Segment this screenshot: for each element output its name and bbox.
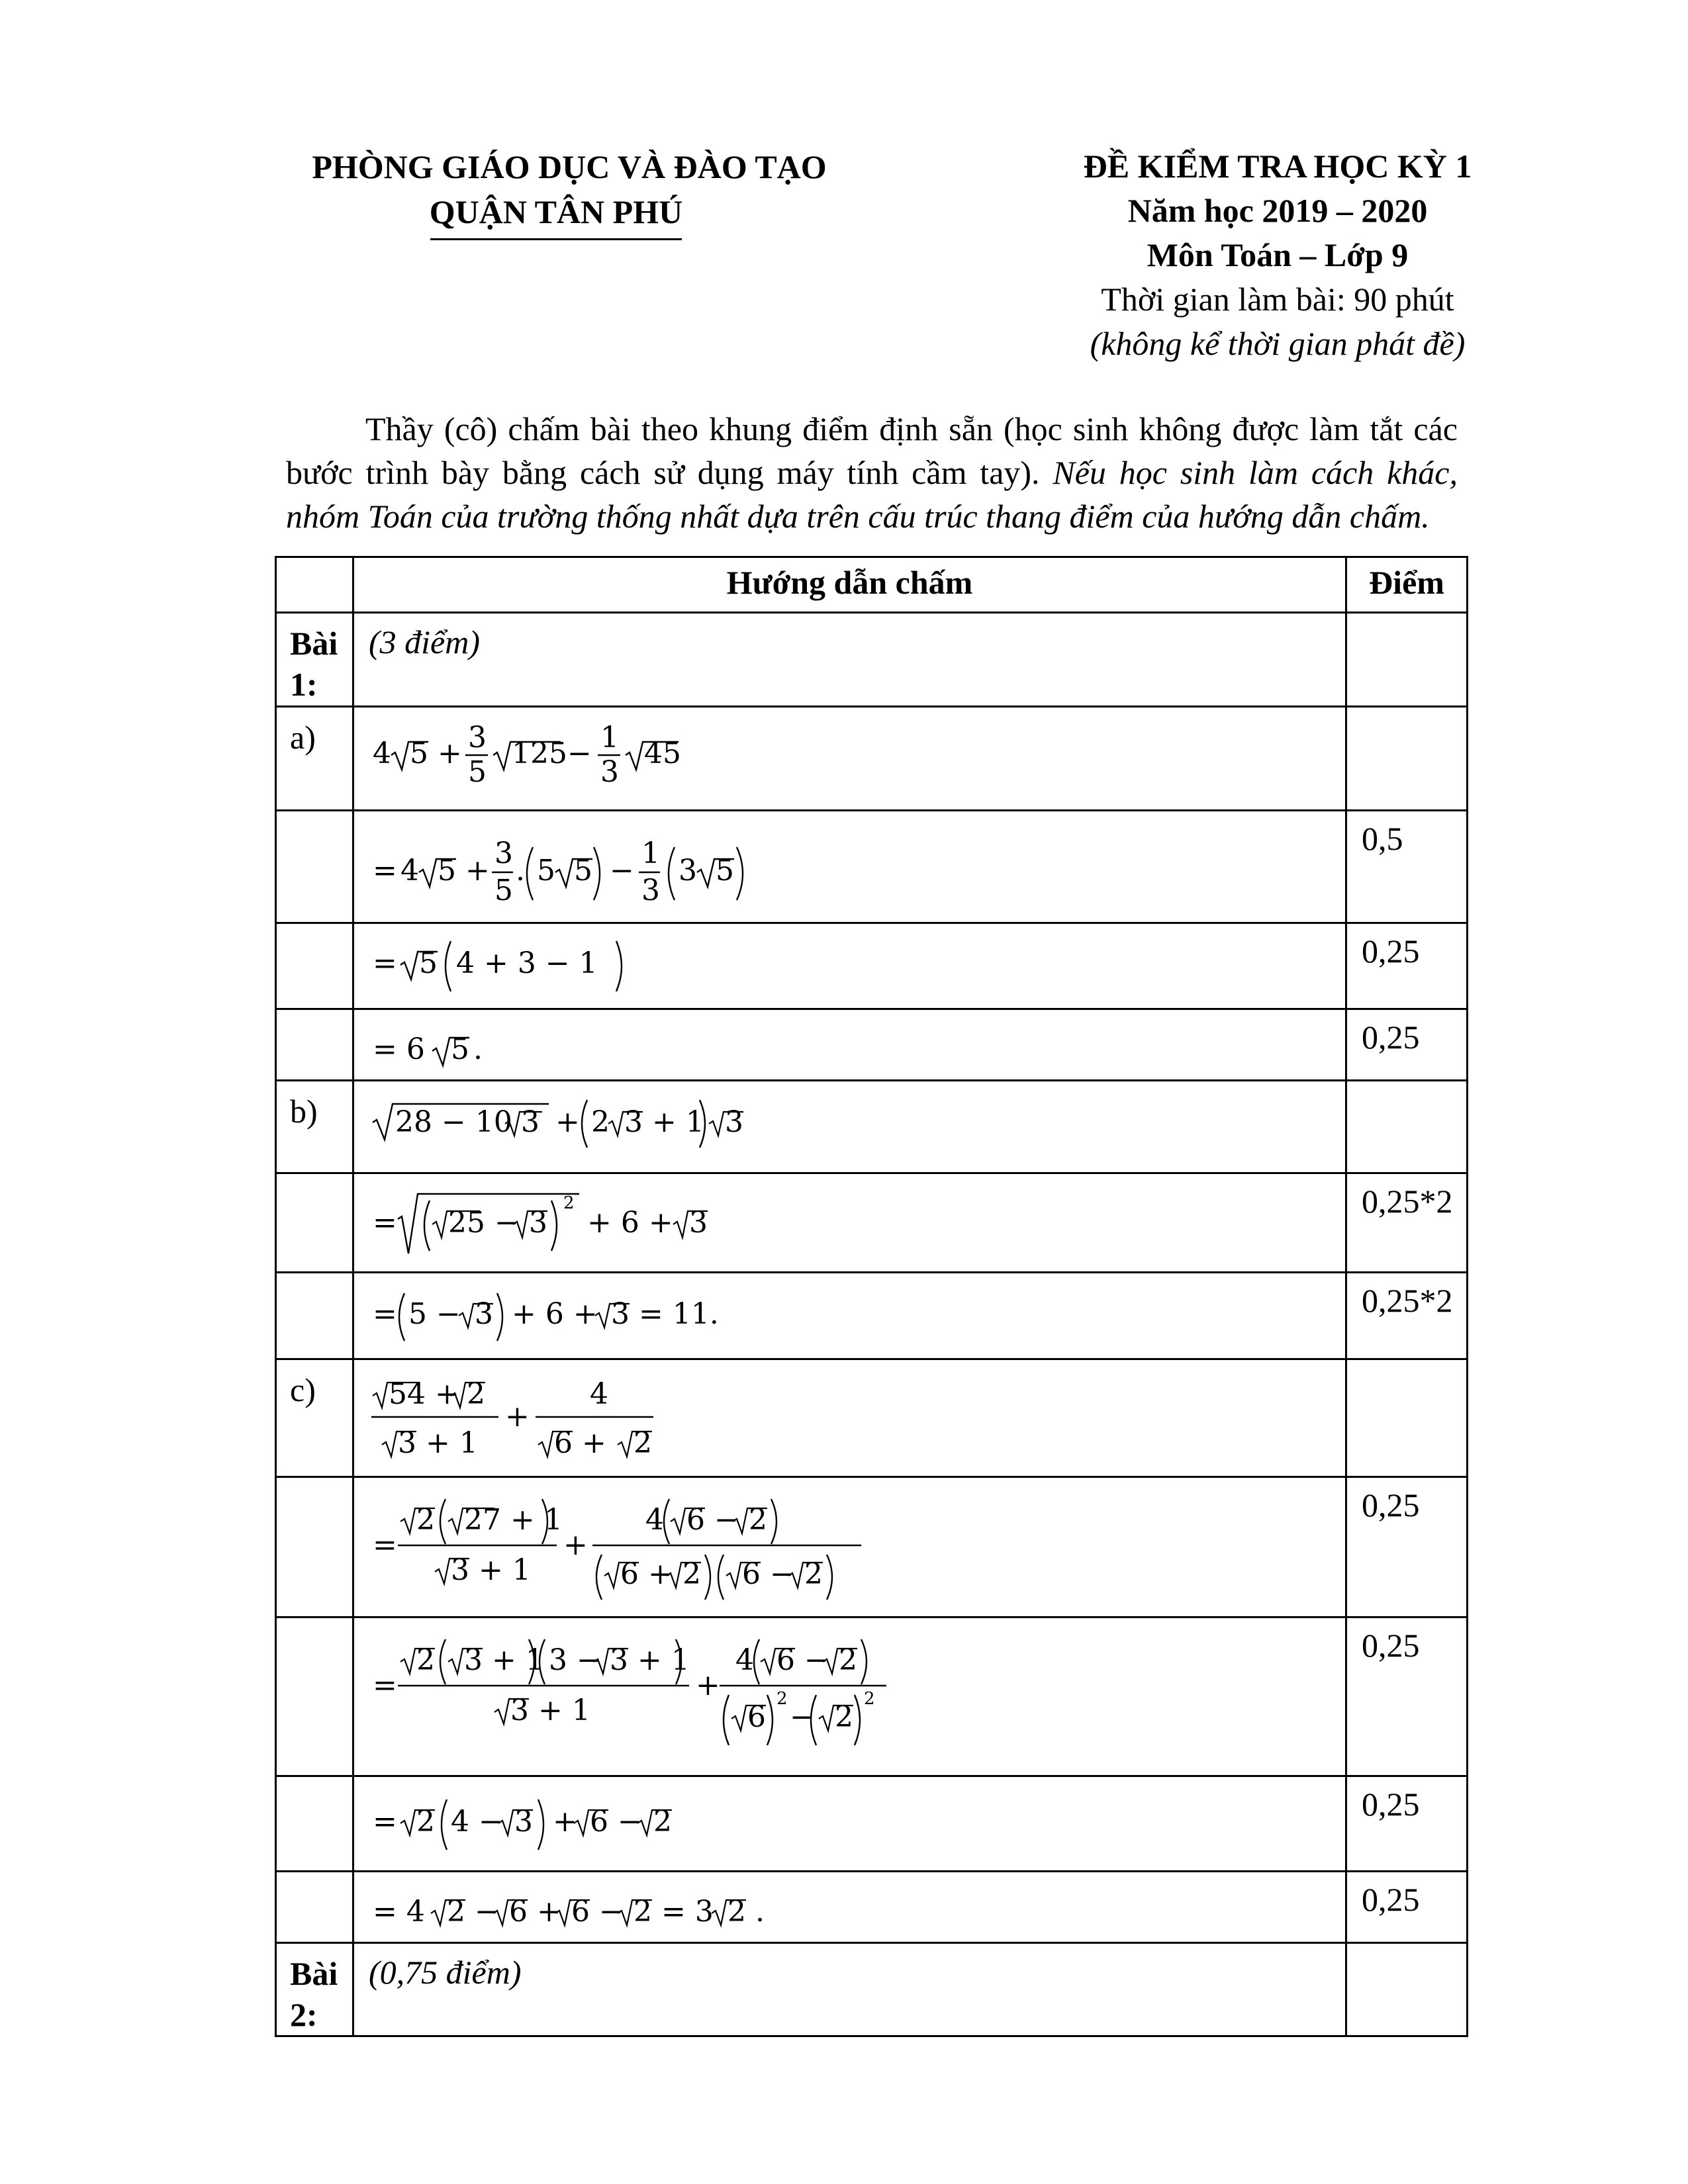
formula-c4	[353, 1872, 1346, 1943]
svg-text:3 + 1: 3 + 1	[610, 1643, 690, 1677]
svg-text:3 = 11.: 3 = 11.	[611, 1297, 719, 1331]
svg-text:−: −	[790, 1700, 814, 1734]
svg-text:+: +	[438, 737, 462, 770]
svg-text:.: .	[516, 854, 525, 887]
exam-title: ĐỀ KIỂM TRA HỌC KỲ 1	[1083, 148, 1472, 185]
svg-text:6 +: 6 +	[620, 1557, 673, 1591]
svg-text:=: =	[373, 1805, 397, 1839]
svg-text:3: 3	[529, 1206, 547, 1240]
svg-text:2 = 3: 2 = 3	[633, 1895, 714, 1929]
svg-text:+: +	[465, 854, 490, 887]
svg-text:=: =	[373, 1528, 397, 1562]
svg-text:3: 3	[494, 837, 513, 870]
points-cell	[1346, 1081, 1468, 1173]
part-b-label: b)	[276, 1081, 353, 1173]
points-cell	[1346, 1943, 1468, 2036]
label-cell	[276, 1173, 353, 1273]
part-a-label: a)	[276, 707, 353, 811]
svg-text:4 −: 4 −	[451, 1805, 503, 1839]
table-row	[276, 613, 1468, 707]
formula-c1	[353, 1477, 1346, 1617]
svg-text:2: 2	[839, 1643, 857, 1677]
svg-text:= 6: = 6	[373, 1032, 425, 1066]
svg-text:=: =	[373, 1668, 397, 1702]
math-expression	[369, 1486, 1345, 1605]
svg-text:+: +	[553, 1805, 577, 1839]
svg-text:+: +	[563, 1528, 588, 1562]
grading-instructions	[286, 407, 1458, 538]
svg-text:6 +: 6 +	[509, 1895, 561, 1929]
svg-text:−: −	[567, 737, 592, 770]
svg-text:6 −: 6 −	[776, 1643, 829, 1677]
exam-header	[1039, 144, 1516, 366]
svg-text:2: 2	[563, 1193, 575, 1213]
math-expression	[369, 1368, 1345, 1467]
label-cell	[276, 1617, 353, 1776]
problem-1-label: Bài 1:	[276, 613, 353, 707]
header-underline	[430, 238, 682, 240]
svg-text:28 − 10: 28 − 10	[395, 1105, 512, 1139]
svg-text:3 + 1: 3 + 1	[510, 1694, 590, 1727]
part-c-label: c)	[276, 1359, 353, 1477]
svg-text:1: 1	[600, 721, 619, 754]
points-b1: 0,25*2	[1346, 1173, 1468, 1273]
table-row	[276, 1009, 1468, 1081]
formula-c0	[353, 1359, 1346, 1477]
svg-text:2: 2	[416, 1643, 435, 1677]
table-row	[276, 811, 1468, 923]
svg-text:6 −: 6 −	[686, 1503, 739, 1537]
label-cell	[276, 811, 353, 923]
math-expression	[369, 1785, 1345, 1858]
points-b2: 0,25*2	[1346, 1273, 1468, 1359]
svg-text:+: +	[505, 1400, 530, 1433]
svg-text:5: 5	[716, 854, 734, 887]
svg-text:4: 4	[735, 1643, 754, 1677]
svg-text:=: =	[373, 1206, 397, 1240]
exam-duration: Thời gian làm bài: 90 phút	[1101, 281, 1454, 318]
svg-text:+: +	[555, 1105, 580, 1139]
points-a2: 0,25	[1346, 923, 1468, 1009]
svg-text:5: 5	[438, 854, 456, 887]
svg-text:6 +: 6 +	[554, 1426, 606, 1460]
points-a3: 0,25	[1346, 1009, 1468, 1081]
table-row	[276, 1943, 1468, 2036]
formula-a0	[353, 707, 1346, 811]
svg-text:4: 4	[400, 854, 419, 887]
svg-text:2: 2	[591, 1105, 610, 1139]
grading-table	[275, 556, 1468, 2037]
table-row	[276, 707, 1468, 811]
svg-text:3: 3	[689, 1206, 708, 1240]
svg-text:3: 3	[641, 874, 660, 907]
table-row	[276, 1617, 1468, 1776]
points-c4: 0,25	[1346, 1872, 1468, 1943]
svg-text:3 + 1: 3 + 1	[398, 1426, 478, 1460]
svg-text:5: 5	[410, 737, 428, 770]
svg-text:5 −: 5 −	[408, 1297, 461, 1331]
svg-text:2: 2	[416, 1805, 435, 1839]
table-row	[276, 1776, 1468, 1872]
svg-text:2: 2	[804, 1557, 823, 1591]
svg-text:2: 2	[633, 1426, 652, 1460]
svg-text:4: 4	[645, 1503, 664, 1537]
svg-text:5: 5	[574, 854, 592, 887]
points-cell	[1346, 1359, 1468, 1477]
math-expression	[369, 1182, 1345, 1261]
table-row	[276, 1273, 1468, 1359]
math-expression	[369, 1281, 1345, 1347]
department-header	[291, 144, 847, 240]
math-expression	[369, 932, 1345, 998]
math-expression	[369, 1880, 1345, 1940]
svg-text:6: 6	[747, 1700, 766, 1734]
svg-text:2: 2	[835, 1700, 853, 1734]
svg-text:6 −: 6 −	[590, 1805, 642, 1839]
svg-text:4: 4	[590, 1377, 608, 1411]
svg-text:+ 6 +: + 6 +	[512, 1297, 598, 1331]
svg-text:1: 1	[641, 837, 660, 870]
svg-text:.: .	[473, 1032, 483, 1066]
svg-text:= 4: = 4	[373, 1895, 425, 1929]
formula-c3	[353, 1776, 1346, 1872]
table-row	[276, 1081, 1468, 1173]
svg-text:2: 2	[776, 1689, 788, 1709]
svg-text:−: −	[610, 854, 634, 887]
label-cell	[276, 1273, 353, 1359]
problem-2-label: Bài 2:	[276, 1943, 353, 2036]
svg-text:5: 5	[537, 854, 555, 887]
svg-text:3: 3	[679, 854, 697, 887]
svg-text:2 .: 2 .	[727, 1895, 765, 1929]
points-c2: 0,25	[1346, 1617, 1468, 1776]
problem-2-points-note: (0,75 điểm)	[353, 1943, 1346, 2036]
label-cell	[276, 1009, 353, 1081]
svg-text:=: =	[373, 946, 397, 980]
formula-a3	[353, 1009, 1346, 1081]
svg-text:3: 3	[600, 755, 619, 788]
svg-text:2: 2	[864, 1689, 875, 1709]
svg-text:3: 3	[514, 1805, 533, 1839]
problem-1-points-note: (3 điểm)	[353, 613, 1346, 707]
svg-text:5: 5	[419, 946, 438, 980]
formula-a1	[353, 811, 1346, 923]
svg-text:=: =	[373, 1297, 397, 1331]
svg-text:3 + 1: 3 + 1	[464, 1643, 544, 1677]
instructions-note: Nếu học sinh làm cách khác, nhóm Toán của trường thống nhất dựa trên cấu trúc thang điểm của hướng dẫn chấm.	[286, 454, 1458, 535]
label-cell	[276, 1872, 353, 1943]
table-row	[276, 923, 1468, 1009]
svg-text:5: 5	[494, 874, 513, 907]
svg-text:2 −: 2 −	[447, 1895, 499, 1929]
svg-text:4: 4	[373, 737, 391, 770]
formula-b0	[353, 1081, 1346, 1173]
svg-text:27 + 1: 27 + 1	[464, 1503, 563, 1537]
svg-text:25 −: 25 −	[448, 1206, 519, 1240]
label-cell	[276, 1776, 353, 1872]
svg-text:6 −: 6 −	[571, 1895, 624, 1929]
svg-text:4 + 3 − 1: 4 + 3 − 1	[456, 946, 598, 980]
points-cell	[1346, 613, 1468, 707]
svg-text:3 + 1: 3 + 1	[624, 1105, 704, 1139]
table-row	[276, 1477, 1468, 1617]
department-name: PHÒNG GIÁO DỤC VÀ ĐÀO TẠO	[312, 148, 827, 185]
formula-b1	[353, 1173, 1346, 1273]
math-expression	[369, 1626, 1345, 1758]
math-expression	[369, 1089, 1345, 1156]
header-empty-cell	[276, 557, 353, 613]
svg-text:2: 2	[653, 1805, 672, 1839]
svg-text:3 −: 3 −	[549, 1643, 601, 1677]
instructions-text: Thầy (cô) chấm bài theo khung điểm định sẵn (học sinh không được làm tắt các bước trình bày bằng cách sử dụng máy tính cầm tay).	[286, 410, 1458, 491]
subject-grade: Môn Toán – Lớp 9	[1147, 236, 1409, 273]
svg-text:5: 5	[468, 755, 487, 788]
points-a1: 0,5	[1346, 811, 1468, 923]
svg-text:2: 2	[416, 1503, 435, 1537]
svg-text:54 +: 54 +	[389, 1377, 459, 1411]
svg-text:5: 5	[451, 1032, 469, 1066]
formula-b2	[353, 1273, 1346, 1359]
table-header-row	[276, 557, 1468, 613]
formula-a2	[353, 923, 1346, 1009]
label-cell	[276, 1477, 353, 1617]
svg-text:+ 6 +: + 6 +	[587, 1206, 673, 1240]
svg-text:3 + 1: 3 + 1	[451, 1553, 531, 1587]
formula-c2	[353, 1617, 1346, 1776]
district-name: QUẬN TÂN PHÚ	[429, 193, 683, 230]
points-c1: 0,25	[1346, 1477, 1468, 1617]
school-year: Năm học 2019 – 2020	[1127, 192, 1428, 229]
svg-text:45: 45	[644, 737, 681, 770]
guide-column-header: Hướng dẫn chấm	[353, 557, 1346, 613]
math-expression	[369, 819, 1345, 912]
svg-text:=: =	[373, 854, 397, 887]
points-column-header: Điểm	[1346, 557, 1468, 613]
label-cell	[276, 923, 353, 1009]
svg-text:2: 2	[682, 1557, 701, 1591]
svg-text:6 −: 6 −	[742, 1557, 794, 1591]
points-cell	[1346, 707, 1468, 811]
svg-text:3: 3	[725, 1105, 743, 1139]
svg-text:3: 3	[521, 1105, 539, 1139]
table-row	[276, 1872, 1468, 1943]
svg-text:125: 125	[512, 737, 567, 770]
math-expression	[369, 715, 1345, 788]
table-row	[276, 1173, 1468, 1273]
svg-text:+: +	[696, 1668, 720, 1702]
svg-text:2: 2	[749, 1503, 767, 1537]
duration-note: (không kể thời gian phát đề)	[1090, 325, 1466, 362]
math-expression	[369, 1018, 1345, 1077]
table-row	[276, 1359, 1468, 1477]
svg-text:3: 3	[475, 1297, 493, 1331]
svg-text:3: 3	[468, 721, 487, 754]
points-c3: 0,25	[1346, 1776, 1468, 1872]
svg-text:2: 2	[467, 1377, 485, 1411]
